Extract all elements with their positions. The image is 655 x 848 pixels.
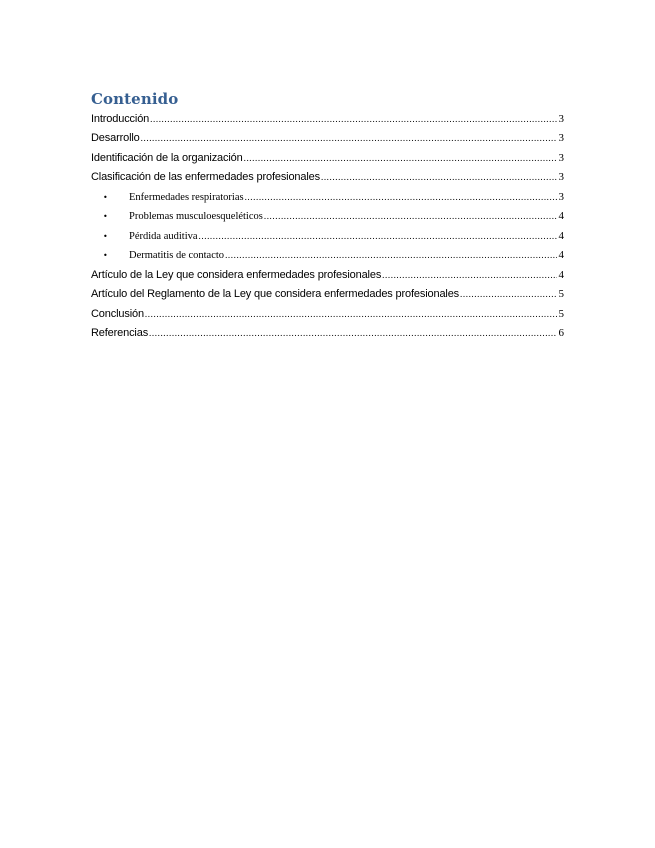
toc-entry-referencias[interactable] [91, 324, 564, 344]
bullet-icon: • [103, 251, 108, 260]
dot-leader [264, 207, 557, 227]
toc-entry-label[interactable]: Identificación de la organización [91, 151, 243, 164]
bullet-icon: • [103, 192, 108, 202]
toc-entry-label[interactable]: Introducción [91, 113, 150, 125]
toc-entry-label[interactable]: Conclusión [91, 307, 144, 320]
toc-page-number: 4 [558, 229, 564, 242]
toc-entry-articulo-ley[interactable] [91, 266, 564, 286]
toc-page-number: 3 [558, 171, 564, 183]
dot-leader [460, 285, 556, 305]
toc-page-number: 4 [558, 210, 564, 222]
toc-subentry-musculoesqueleticos[interactable] [91, 207, 564, 227]
toc-page-number: 6 [558, 327, 564, 339]
toc-list [91, 110, 564, 344]
dot-leader [225, 246, 556, 266]
table-of-contents [91, 88, 564, 344]
toc-entry-label[interactable]: Enfermedades respiratorias [129, 191, 244, 203]
toc-page-number: 3 [558, 132, 564, 144]
bullet-icon: • [103, 212, 108, 221]
toc-page-number: 5 [558, 307, 564, 320]
dot-leader [321, 168, 557, 188]
bullet-icon: • [103, 231, 108, 241]
toc-entry-label[interactable]: Artículo de la Ley que considera enfermedades profesionales [91, 268, 382, 281]
toc-entry-clasificacion[interactable] [91, 168, 564, 188]
toc-entry-identificacion[interactable] [91, 149, 564, 169]
toc-entry-conclusion[interactable] [91, 305, 564, 325]
dot-leader [245, 188, 557, 208]
toc-entry-label[interactable]: Pérdida auditiva [129, 230, 198, 242]
dot-leader [150, 110, 556, 129]
toc-subentry-respiratorias[interactable] [91, 188, 564, 208]
dot-leader [145, 305, 557, 325]
toc-page-number: 4 [558, 268, 564, 281]
toc-subentry-perdida-auditiva[interactable] [91, 227, 564, 247]
toc-subentry-dermatitis[interactable] [91, 246, 564, 266]
dot-leader [244, 149, 557, 169]
toc-entry-label[interactable]: Referencias [91, 327, 149, 339]
toc-page-number: 3 [558, 113, 564, 125]
dot-leader [199, 227, 557, 247]
toc-page-number: 5 [558, 288, 564, 300]
toc-page-number: 4 [558, 249, 564, 261]
toc-entry-label[interactable]: Desarrollo [91, 132, 140, 144]
toc-entry-label[interactable]: Clasificación de las enfermedades profesionales [91, 171, 320, 183]
toc-entry-introduccion[interactable] [91, 110, 564, 129]
toc-page-number: 3 [558, 190, 564, 203]
dot-leader [149, 324, 556, 344]
toc-entry-desarrollo[interactable] [91, 129, 564, 149]
toc-page-number: 3 [558, 151, 564, 164]
toc-entry-label[interactable]: Dermatitis de contacto [129, 250, 225, 261]
toc-title: Contenido [91, 90, 179, 108]
toc-entry-label[interactable]: Artículo del Reglamento de la Ley que considera enfermedades profesionales [91, 288, 460, 300]
dot-leader [141, 129, 557, 149]
toc-entry-label[interactable]: Problemas musculoesqueléticos [129, 211, 263, 222]
dot-leader [382, 266, 556, 286]
toc-entry-articulo-reglamento[interactable] [91, 285, 564, 305]
